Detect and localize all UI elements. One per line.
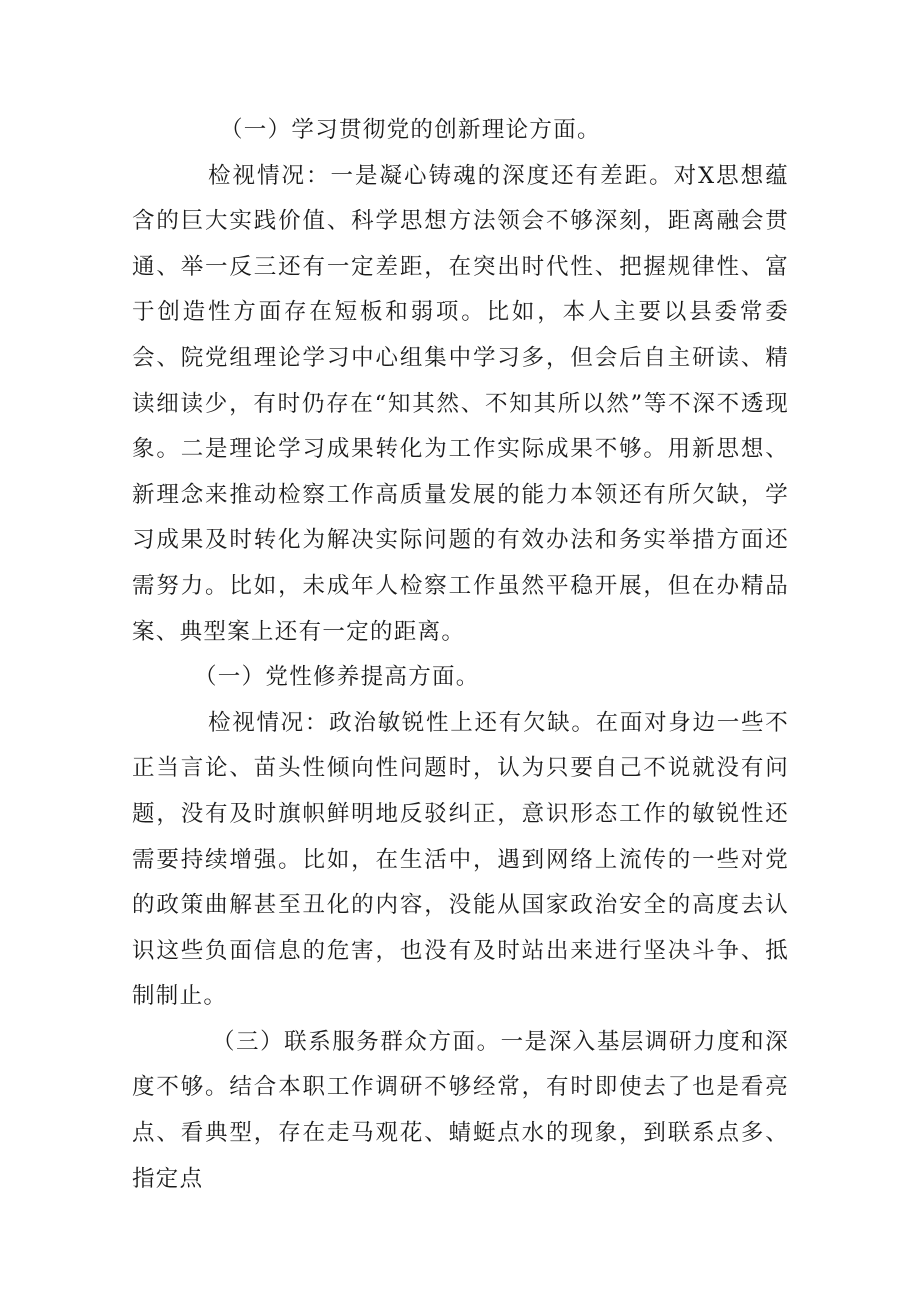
paragraph-serve-masses: （三）联系服务群众方面。一是深入基层调研力度和深度不够。结合本职工作调研不够经常，有时即使去了也是看亮点、看典型，存在走马观花、蜻蜓点水的现象，到联系点多、指定点	[132, 1028, 789, 1192]
paragraph-study-theory-review: 检视情况：一是凝心铸魂的深度还有差距。对X思想蕴含的巨大实践价值、科学思想方法领会不够深刻，距离融会贯通、举一反三还有一定差距，在突出时代性、把握规律性、富于创造性方面存在短板和弱项。比如，本人主要以县委常委会、院党组理论学习中心组集中学习多，但会后自主研读、精读细读少，有时仍存在“知其然、不知其所以然”等不深不透现象。二是理论学习成果转化为工作实际成果不够。用新思想、新理念来推动检察工作高质量发展的能力本领还有所欠缺，学习成果及时转化为解决实际问题的有效办法和务实举措方面还需努力。比如，未成年人检察工作虽然平稳开展，但在办精品案、典型案上还有一定的距离。	[132, 162, 789, 645]
document-body	[132, 108, 789, 1202]
section-heading-study-theory: （一）学习贯彻党的创新理论方面。	[220, 117, 601, 143]
paragraph-party-spirit-review: 检视情况：政治敏锐性上还有欠缺。在面对身边一些不正当言论、苗头性倾向性问题时，认为只要自己不说就没有问题，没有及时旗帜鲜明地反驳纠正，意识形态工作的敏锐性还需要持续增强。比如，在生活中，遇到网络上流传的一些对党的政策曲解甚至丑化的内容，没能从国家政治安全的高度去认识这些负面信息的危害，也没有及时站出来进行坚决斗争、抵制制止。	[132, 709, 789, 1010]
section-heading-party-spirit: （一）党性修养提高方面。	[194, 664, 480, 691]
